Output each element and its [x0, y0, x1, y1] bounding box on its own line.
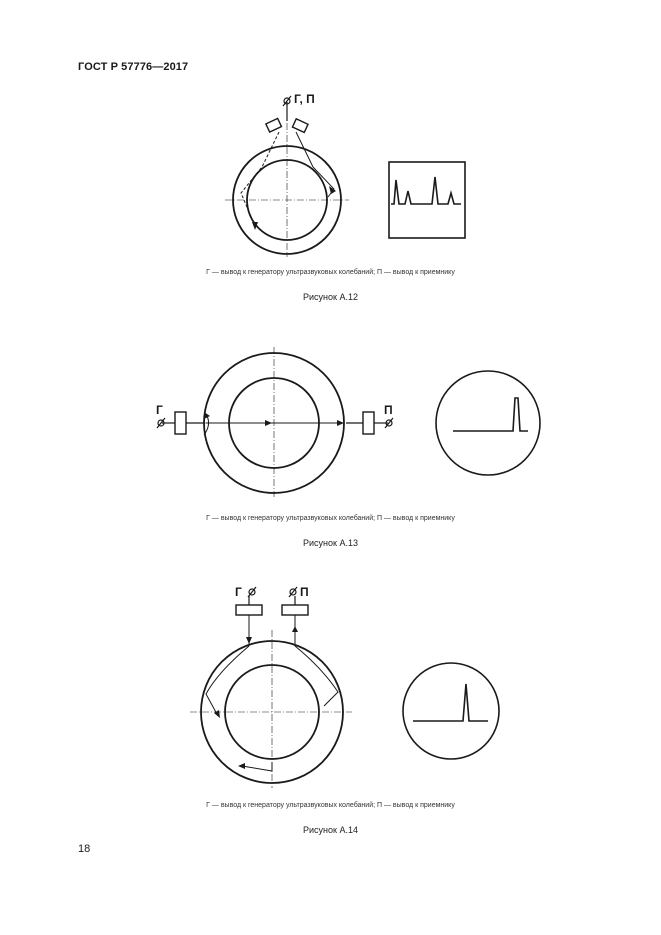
oscilloscope-screen [436, 371, 540, 475]
oscilloscope-signal [391, 177, 461, 204]
label-g: Г [156, 403, 163, 417]
null-symbol-icon [157, 418, 165, 428]
arrow-icon [292, 626, 298, 632]
page-number: 18 [78, 843, 91, 855]
figure-a14-drawing [0, 580, 661, 790]
figure-a12-legend: Г — вывод к генератору ультразвуковых колебаний; П — вывод к приемнику [206, 269, 455, 276]
figure-a12-drawing [0, 85, 661, 265]
label-p: П [300, 585, 309, 599]
figure-a12-caption: Рисунок А.12 [303, 292, 358, 302]
label-gp: Г, П [294, 92, 315, 106]
figure-a14 [0, 580, 661, 840]
label-g: Г [235, 585, 242, 599]
arrow-icon [337, 420, 344, 426]
oscilloscope-signal [453, 398, 528, 431]
figure-a13-drawing [0, 345, 661, 510]
null-symbol-icon [248, 587, 256, 597]
arrow-icon [246, 637, 252, 644]
arrow-icon [204, 412, 210, 419]
figure-a13 [0, 345, 661, 560]
null-symbol-icon [385, 418, 393, 428]
figure-a14-caption: Рисунок А.14 [303, 825, 358, 835]
oscilloscope-screen [403, 663, 499, 759]
page-header: ГОСТ Р 57776—2017 [78, 61, 189, 73]
oscilloscope-signal [413, 684, 488, 721]
figure-a13-legend: Г — вывод к генератору ультразвуковых колебаний; П — вывод к приемнику [206, 515, 455, 522]
arrow-icon [238, 763, 245, 769]
transducers [236, 605, 308, 615]
label-p: П [384, 403, 393, 417]
null-symbol-icon [289, 587, 297, 597]
figure-a12 [0, 85, 661, 315]
null-symbol-icon [283, 96, 291, 106]
arrow-icon [265, 420, 272, 426]
figure-a13-caption: Рисунок А.13 [303, 538, 358, 548]
figure-a14-legend: Г — вывод к генератору ультразвуковых колебаний; П — вывод к приемнику [206, 802, 455, 809]
